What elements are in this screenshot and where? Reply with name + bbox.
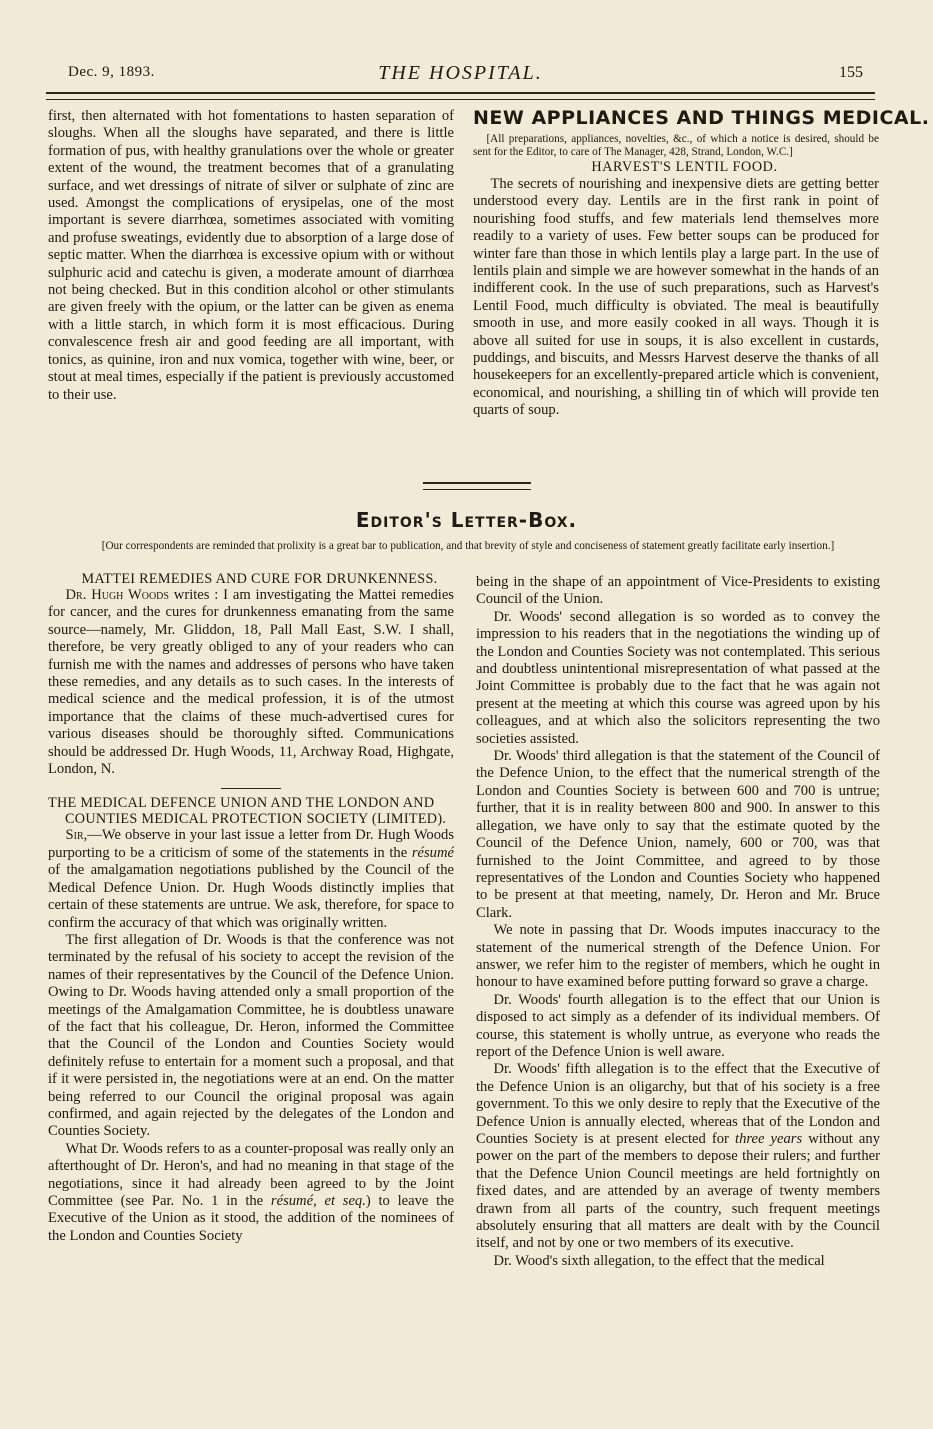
letter-box-note: [Our correspondents are reminded that prolixity is a great bar to publication, and that brevity of style and conciseness of statement greatly facilitate early insertion.] bbox=[101, 540, 835, 552]
left-column-bottom bbox=[48, 571, 454, 1245]
page-number: 155 bbox=[839, 64, 863, 81]
lentil-food-body: The secrets of nourishing and inexpensive diets are getting better understood every day. Lentils are in the first rank in point of nourishing food stuffs, and few materials lend themselves more readily to a variety of uses. Few better soups can be produced for winter fare than those in which lentils play a large part. In the use of lentils plain and simple we are however somewhat in the hands of an indifferent cook. In the use of such preparations, such as Harvest's Lentil Food, much difficulty is obviated. The meal is beautifully smooth in use, and more easily cooked in all ways. Though it is above all suited for use in soups, it is also excellent in custards, puddings, and biscuits, and Messrs Harvest deserve the thanks of all housekeepers for an excellently-prepared article which is convenient, economical, and nourishing, a shilling tin of which will provide ten quarts of soup. bbox=[473, 176, 879, 419]
letter-box-heading-text: Editor's Letter-Box. bbox=[355, 508, 578, 532]
defence-p1-text-a: —We observe in your last issue a letter from Dr. Hugh Woods purporting to be a criticism of some of the statements in the bbox=[48, 827, 454, 861]
appliances-section bbox=[473, 107, 930, 420]
fifth-three-years: three years bbox=[735, 1131, 803, 1147]
defence-paragraph-3 bbox=[48, 1141, 454, 1245]
continued-paragraph: first, then alternated with hot fomentations to hasten separation of sloughs. When all the sloughs have separated, and there is little formation of pus, with healthy granulations over the whole or greater extent of the wound, the treatment becomes that of a granulating surface, and wet dressings of nitrate of silver or sulphate of zinc are used. Amongst the complications of erysipelas, one of the most important is severe diarrhœa, sometimes associated with vomiting and profuse sweatings, evidently due to absorption of a large dose of septic matter. When the diarrhœa is excessive opium with or without sulphuric acid and catechu is given, a moderate amount of diarrhœa not being checked. But in this condition alcohol or other stimulants are given freely with the opium, or the latter can be given as enema with a little starch, in which form it is most efficacious. During convalescence fresh air and good feeding are all important, with tonics, as quinine, iron and nux vomica, together with wine, beer, or stout at meal times, especially if the patient is previously accustomed to their use. bbox=[48, 108, 454, 403]
defence-title: THE MEDICAL DEFENCE UNION AND THE LONDON AND COUNTIES MEDICAL PROTECTION SOCIETY (LIMITED). bbox=[48, 795, 447, 828]
journal-title: THE HOSPITAL. bbox=[378, 62, 543, 84]
fifth-allegation bbox=[476, 1061, 880, 1252]
defence-paragraph-1 bbox=[48, 827, 454, 931]
inaccuracy-note: We note in passing that Dr. Woods imputes inaccuracy to the statement of the numerical strength of the Defence Union. For answer, we refer him to the register of members, which he ought in honour to have examined before putting forward so grave a charge. bbox=[476, 922, 880, 991]
appliances-note: [All preparations, appliances, novelties, &c., of which a notice is desired, should be sent for the Editor, to care of The Manager, 428, Strand, London, W.C.] bbox=[473, 133, 879, 158]
defence-p1-text-b: of the amalgamation negotiations published by the Council of the Medical Defence Union. Dr. Hugh Woods distinctly implies that certain of these statements are untrue. We ask, therefore, for space to confirm the accuracy of that which was originally written. bbox=[48, 862, 454, 931]
mattei-letter bbox=[48, 587, 454, 778]
issue-date: Dec. 9, 1893. bbox=[68, 64, 155, 80]
fifth-text-a: Dr. Woods' fifth allegation is to the effect that the Executive of the Defence Union is an oligarchy, but that of his society is a free government. To this we only desire to reply that the Executive of the Defence Union is annually elected, whereas that of the London and Counties Society is at present elected for bbox=[476, 1061, 880, 1147]
letter-box-heading bbox=[0, 508, 933, 532]
header-rule bbox=[46, 92, 875, 100]
sixth-allegation: Dr. Wood's sixth allegation, to the effect that the medical bbox=[493, 1252, 825, 1269]
right-column-bottom bbox=[476, 574, 880, 1270]
appliances-heading: NEW APPLIANCES AND THINGS MEDICAL. bbox=[473, 107, 930, 129]
running-head bbox=[46, 62, 875, 88]
second-allegation: Dr. Woods' second allegation is so worded as to convey the impression to his readers that in the negotiations the winding up of the London and Counties Society was not contemplated. This serious and doubtless unintentional misrepresentation of what passed at the Joint Committee is probably due to the fact that he was again not present at the meeting at which this course was agreed upon by his colleagues, and at which also the solicitors representing the two societies assisted. bbox=[476, 608, 880, 747]
left-column-top bbox=[48, 108, 454, 404]
mattei-title: MATTEI REMEDIES AND CURE FOR DRUNKENNESS. bbox=[81, 571, 438, 587]
defence-salutation: Sir, bbox=[65, 827, 88, 844]
section-divider bbox=[423, 482, 531, 490]
fourth-allegation: Dr. Woods' fourth allegation is to the effect that our Union is disposed to act simply as a defender of its individual members. Of course, this statement is wholly untrue, as everyone who reads the report of the Defence Union is well aware. bbox=[476, 991, 880, 1060]
defence-paragraph-2: The first allegation of Dr. Woods is that the conference was not terminated by the refusal of his society to accept the revision of the names of their representatives by the Council of the Defence Union. Owing to Dr. Woods having attended only a small proportion of the meetings of the Amalgamation Committee, he is doubtless unaware of the fact that his colleague, Dr. Heron, informed the Committee that the Council of the London and Counties Society would definitely refuse to entertain for a moment such a proposal, and that if it were persisted in, the negotiations were at an end. On the matter being referred to our Council the original proposal was again confirmed, and again rejected by the delegates of the London and Counties Society. bbox=[48, 931, 454, 1140]
defence-continued: being in the shape of an appointment of Vice-Presidents to existing Council of the Union. bbox=[476, 574, 880, 608]
defence-p1-resume: résumé bbox=[411, 844, 454, 861]
lentil-food-heading: HARVEST'S LENTIL FOOD. bbox=[591, 158, 778, 175]
third-allegation: Dr. Woods' third allegation is that the statement of the Council of the Defence Union, to the effect that the numerical strength of the London and Counties Society is between 600 and 700 is untrue; further, that it is in reality between 800 and 900. In answer to this allegation, we have only to say that the estimate quoted by the Council of the Defence Union, namely, 600 or 700, was that furnished to the Joint Committee, and agreed to by those representatives of the London and Counties Society who happened to be present at that meeting, namely, Dr. Heron and Mr. Bruce Clark. bbox=[476, 748, 880, 921]
defence-p3-text-a: What Dr. Woods refers to as a counter-proposal was really only an afterthought of Dr. Heron's, and had no meaning in that stage of the negotiations, since it had already been agreed to by the Joint Committee (see Par. No. 1 in the bbox=[48, 1140, 454, 1209]
mattei-salutation: Dr. Hugh Woods bbox=[65, 587, 169, 603]
letter-divider bbox=[221, 788, 281, 789]
defence-p3-resume: résumé, et seq. bbox=[270, 1193, 366, 1209]
fifth-text-b: without any power on the part of the members to depose their rulers; and further that the Defence Union Council meetings are held fortnightly on fixed dates, and are attended by an average of twenty members drawn from all parts of the country, such frequent meetings absolutely ensuring that all matters are dealt with by the Council itself, and not by one or two members of its executive. bbox=[476, 1131, 880, 1252]
defence-p3-text-b: ) to leave the Executive of the Union as it stood, the addition of the nominees of the London and Counties Society bbox=[48, 1193, 454, 1244]
mattei-body: writes : I am investigating the Mattei remedies for cancer, and the cures for drunkenness emanating from the same source—namely, Mr. Gliddon, 18, Pall Mall East, S.W. I shall, therefore, be very greatly obliged to any of your readers who can furnish me with the names and addresses of persons who have taken these remedies, and any details as to such cases. In the interests of medical science and the medical profession, it is of the utmost importance that the claims of these much-advertised cures for various diseases should be thoroughly sifted. Communications should be addressed Dr. Hugh Woods, 11, Archway Road, Highgate, London, N. bbox=[48, 587, 454, 778]
